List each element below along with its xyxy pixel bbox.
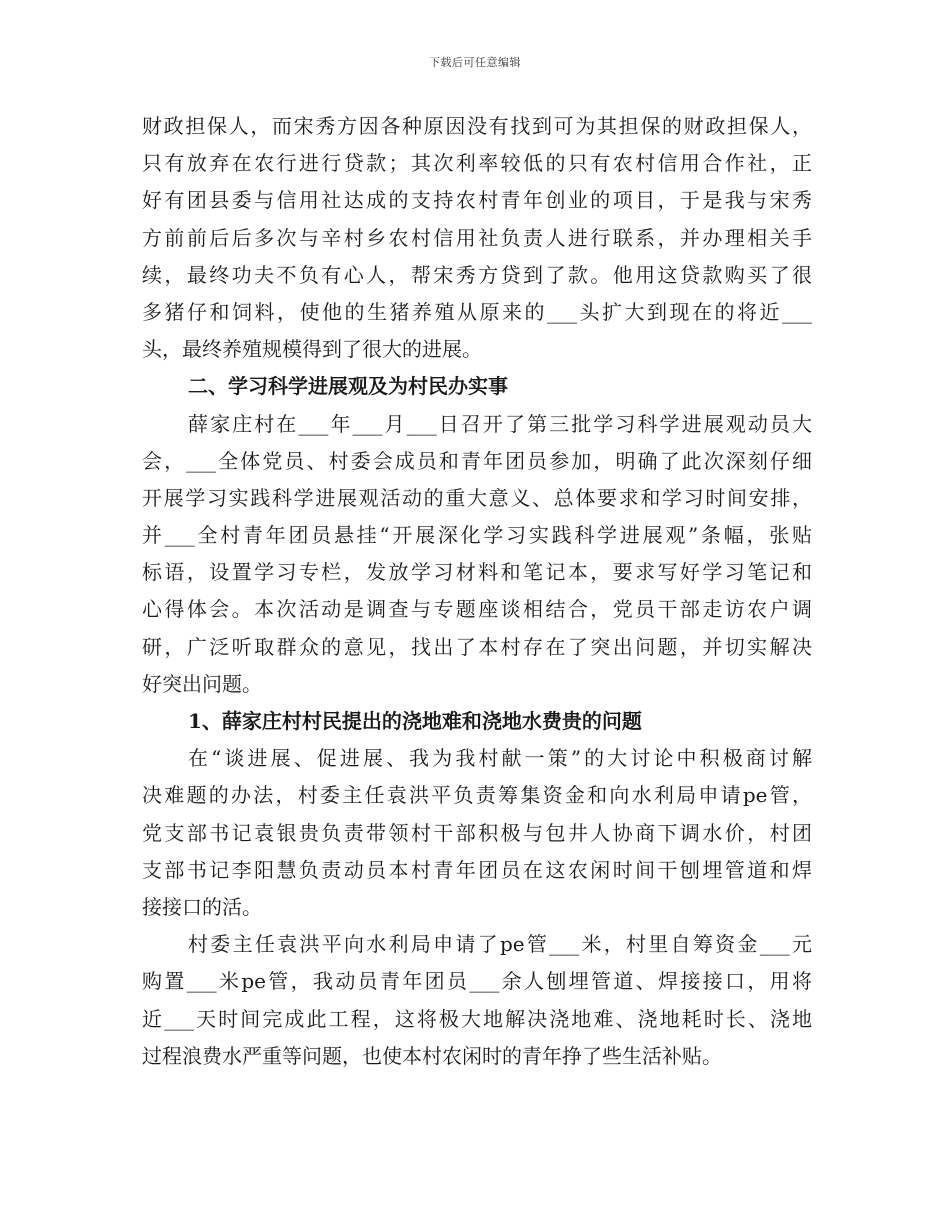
text-line: 好有团县委与信用社达成的支持农村青年创业的项目，于是我与宋秀 — [142, 188, 812, 213]
text-line: 多猪仔和饲料，使他的生猪养殖从原来的___头扩大到现在的将近___ — [142, 299, 812, 324]
text-line: 决难题的办法，村委主任袁洪平负责筹集资金和向水利局申请pe管， — [142, 783, 812, 808]
text-line: 财政担保人，而宋秀方因各种原因没有找到可为其担保的财政担保人， — [142, 114, 812, 138]
text-line: 支部书记李阳慧负责动员本村青年团员在这农闲时间干刨埋管道和焊 — [142, 857, 812, 882]
text-line: 续，最终功夫不负有心人，帮宋秀方贷到了款。他用这贷款购买了很 — [142, 262, 812, 287]
paragraph-pipe-project — [142, 926, 812, 1075]
paragraph-discussion — [142, 740, 812, 926]
text-line: 只有放弃在农行进行贷款；其次利率较低的只有农村信用合作社，正 — [142, 151, 812, 176]
section-heading — [142, 368, 812, 405]
text-line: 心得体会。本次活动是调查与专题座谈相结合，党员干部走访农户调 — [142, 597, 812, 622]
subsection-heading — [142, 703, 812, 740]
text-line: 并___全村青年团员悬挂“开展深化学习实践科学进展观”条幅，张贴 — [142, 523, 812, 548]
text-line: 方前前后后多次与辛村乡农村信用社负责人进行联系，并办理相关手 — [142, 225, 812, 250]
subsection-heading-text: 1、薛家庄村村民提出的浇地难和浇地水费贵的问题 — [188, 709, 642, 733]
text-line: 标语，设置学习专栏，发放学习材料和笔记本，要求写好学习笔记和 — [142, 560, 812, 585]
text-line: 村委主任袁洪平向水利局申请了pe管___米，村里自筹资金___元 — [188, 932, 812, 957]
text-line: 会，___全体党员、村委会成员和青年团员参加，明确了此次深刻仔细 — [142, 448, 812, 473]
paragraph-study-meeting — [142, 406, 812, 704]
text-line: 开展学习实践科学进展观活动的重大意义、总体要求和学习时间安排， — [142, 485, 812, 510]
text-line: 近___天时间完成此工程，这将极大地解决浇地难、浇地耗时长、浇地 — [142, 1006, 812, 1031]
text-line: 接接口的活。 — [142, 894, 262, 919]
paragraph-loan-story — [142, 108, 812, 368]
text-line: 购置___米pe管，我动员青年团员___余人刨埋管道、焊接接口，用将 — [142, 969, 812, 994]
page-header: 下载后可任意编辑 — [429, 56, 521, 69]
text-line: 研，广泛听取群众的意见，找出了本村存在了突出问题，并切实解决 — [142, 634, 812, 659]
text-line: 党支部书记袁银贵负责带领村干部积极与包井人协商下调水价，村团 — [142, 820, 812, 845]
text-line: 头，最终养殖规模得到了很大的进展。 — [142, 337, 482, 362]
text-line: 好突出问题。 — [142, 671, 262, 696]
text-line: 在“谈进展、促进展、我为我村献一策”的大讨论中积极商讨解 — [188, 746, 812, 771]
text-line: 过程浪费水严重等问题，也使本村农闲时的青年挣了些生活补贴。 — [142, 1043, 722, 1068]
section-heading-text: 二、学习科学进展观及为村民办实事 — [188, 374, 508, 399]
text-line: 薛家庄村在___年___月___日召开了第三批学习科学进展观动员大 — [188, 411, 812, 436]
document-body — [142, 108, 812, 1075]
